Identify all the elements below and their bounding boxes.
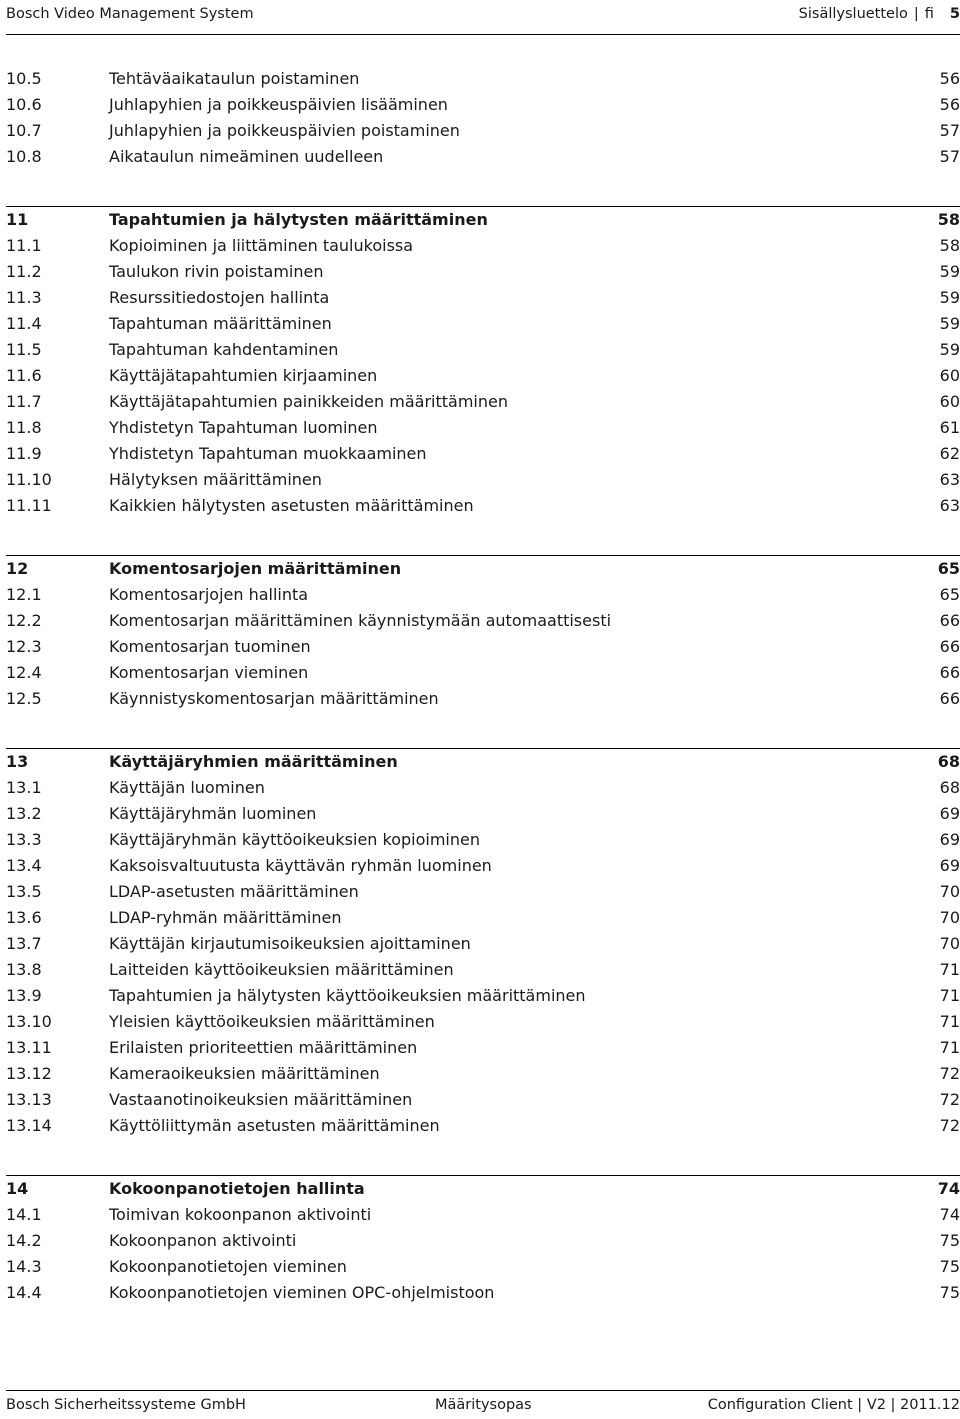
toc-entry-row[interactable]	[6, 1113, 960, 1139]
toc-entry-row[interactable]	[6, 853, 960, 879]
toc-entry-row[interactable]	[6, 1035, 960, 1061]
footer-doc-type: Määritysopas	[435, 1397, 532, 1413]
toc-number: 11	[6, 210, 29, 229]
toc-title[interactable]: Käyttäjän luominen	[109, 778, 265, 797]
toc-title[interactable]: Kaksoisvaltuutusta käyttävän ryhmän luominen	[109, 856, 492, 875]
toc-page-number: 63	[939, 496, 960, 515]
toc-number: 12.5	[6, 689, 42, 708]
toc-title[interactable]: Komentosarjan vieminen	[109, 663, 309, 682]
page-footer	[6, 1390, 960, 1419]
toc-title[interactable]: Käyttäjän kirjautumisoikeuksien ajoittaminen	[109, 934, 471, 953]
toc-title[interactable]: Yhdistetyn Tapahtuman muokkaaminen	[109, 444, 427, 463]
toc-number: 11.3	[6, 288, 42, 307]
toc-page-number: 63	[939, 470, 960, 489]
toc-number: 11.1	[6, 236, 42, 255]
toc-page-number: 70	[939, 934, 960, 953]
toc-title[interactable]: Kaikkien hälytysten asetusten määrittäminen	[109, 496, 474, 515]
toc-entry-row[interactable]	[6, 389, 960, 415]
header-page-number: 5	[949, 6, 960, 22]
toc-page-number: 60	[939, 392, 960, 411]
toc-number: 11.4	[6, 314, 42, 333]
toc-page-number: 68	[939, 778, 960, 797]
toc-title[interactable]: Komentosarjan tuominen	[109, 637, 311, 656]
toc-number: 11.5	[6, 340, 42, 359]
toc-number: 11.9	[6, 444, 42, 463]
toc-page-number: 66	[939, 663, 960, 682]
toc-entry-row[interactable]	[6, 118, 960, 144]
toc-title[interactable]: Kokoonpanon aktivointi	[109, 1231, 297, 1250]
toc-title[interactable]: LDAP-asetusten määrittäminen	[109, 882, 359, 901]
toc-number: 13.14	[6, 1116, 52, 1135]
toc-number: 11.7	[6, 392, 42, 411]
toc-number: 13.3	[6, 830, 42, 849]
toc-number: 13.12	[6, 1064, 52, 1083]
toc-chapter-row[interactable]	[6, 748, 960, 775]
toc-page-number: 72	[939, 1090, 960, 1109]
toc-title[interactable]: Komentosarjan määrittäminen käynnistymään automaattisesti	[109, 611, 612, 630]
toc-page-number: 66	[939, 611, 960, 630]
toc-number: 13.6	[6, 908, 42, 927]
toc-number: 12	[6, 559, 29, 578]
header-section-title: Sisällysluettelo	[798, 6, 908, 22]
toc-title[interactable]: Resurssitiedostojen hallinta	[109, 288, 330, 307]
toc-number: 13.13	[6, 1090, 52, 1109]
toc-number: 14.3	[6, 1257, 42, 1276]
toc-title[interactable]: Käyttäjäryhmän käyttöoikeuksien kopioiminen	[109, 830, 480, 849]
toc-entry-row[interactable]	[6, 311, 960, 337]
toc-title[interactable]: Toimivan kokoonpanon aktivointi	[109, 1205, 372, 1224]
toc-entry-row[interactable]	[6, 1061, 960, 1087]
toc-title[interactable]: Käyttäjäryhmien määrittäminen	[109, 752, 398, 771]
toc-number: 14.4	[6, 1283, 42, 1302]
toc-page-number: 72	[939, 1064, 960, 1083]
toc-entry-row[interactable]	[6, 92, 960, 118]
header-product-name: Bosch Video Management System	[6, 6, 254, 22]
toc-number: 13.11	[6, 1038, 52, 1057]
toc-page-number: 68	[937, 752, 960, 771]
toc-number: 10.5	[6, 69, 42, 88]
toc-entry-row[interactable]	[6, 634, 960, 660]
toc-page-number: 74	[937, 1179, 960, 1198]
toc-entry-row[interactable]	[6, 686, 960, 712]
footer-company: Bosch Sicherheitssysteme GmbH	[6, 1397, 246, 1413]
toc-entry-row[interactable]	[6, 660, 960, 686]
toc-title[interactable]: Erilaisten prioriteettien määrittäminen	[109, 1038, 418, 1057]
toc-number: 13.7	[6, 934, 42, 953]
toc-entry-row[interactable]	[6, 285, 960, 311]
toc-entry-row[interactable]	[6, 905, 960, 931]
toc-entry-row[interactable]	[6, 66, 960, 92]
toc-chapter-row[interactable]	[6, 206, 960, 233]
toc-title[interactable]: Komentosarjojen hallinta	[109, 585, 309, 604]
toc-title[interactable]: Tehtäväaikataulun poistaminen	[109, 69, 360, 88]
toc-page-number: 65	[937, 559, 960, 578]
toc-page-number: 59	[939, 288, 960, 307]
toc-number: 11.11	[6, 496, 52, 515]
toc-number: 10.6	[6, 95, 42, 114]
toc-entry-row[interactable]	[6, 931, 960, 957]
toc-number: 14.1	[6, 1205, 42, 1224]
toc-number: 11.8	[6, 418, 42, 437]
toc-page-number: 75	[939, 1283, 960, 1302]
toc-page-number: 66	[939, 689, 960, 708]
toc-chapter-row[interactable]	[6, 1175, 960, 1202]
toc-entry-row[interactable]	[6, 582, 960, 608]
toc-entry-row[interactable]	[6, 493, 960, 519]
toc-title[interactable]: LDAP-ryhmän määrittäminen	[109, 908, 342, 927]
toc-entry-row[interactable]	[6, 337, 960, 363]
toc-entry-row[interactable]	[6, 983, 960, 1009]
toc-page-number: 75	[939, 1231, 960, 1250]
toc-entry-row[interactable]	[6, 441, 960, 467]
toc-entry-row[interactable]	[6, 1009, 960, 1035]
toc-page-number: 59	[939, 262, 960, 281]
toc-page-number: 75	[939, 1257, 960, 1276]
toc-number: 12.1	[6, 585, 42, 604]
toc-page-number: 70	[939, 908, 960, 927]
toc-entry-row[interactable]	[6, 957, 960, 983]
toc-title[interactable]: Käynnistyskomentosarjan määrittäminen	[109, 689, 439, 708]
toc-entry-row[interactable]	[6, 1087, 960, 1113]
toc-title[interactable]: Kokoonpanotietojen vieminen	[109, 1257, 347, 1276]
toc-page-number: 71	[939, 1038, 960, 1057]
toc-title[interactable]: Yhdistetyn Tapahtuman luominen	[109, 418, 378, 437]
toc-page-number: 71	[939, 1012, 960, 1031]
toc-page-number: 56	[939, 69, 960, 88]
toc-number: 10.8	[6, 147, 42, 166]
toc-entry-row[interactable]	[6, 415, 960, 441]
toc-title[interactable]: Kokoonpanotietojen vieminen OPC-ohjelmistoon	[109, 1283, 495, 1302]
toc-page-number: 59	[939, 340, 960, 359]
toc-number: 13	[6, 752, 29, 771]
toc-number: 13.1	[6, 778, 42, 797]
toc-entry-row[interactable]	[6, 1254, 960, 1280]
header-separator: |	[913, 6, 919, 22]
toc-page-number: 74	[939, 1205, 960, 1224]
toc-title[interactable]: Kopioiminen ja liittäminen taulukoissa	[109, 236, 414, 255]
toc-number: 13.9	[6, 986, 42, 1005]
toc-entry-row[interactable]	[6, 363, 960, 389]
header-language: fi	[924, 6, 934, 22]
toc-number: 12.3	[6, 637, 42, 656]
toc-page-number: 70	[939, 882, 960, 901]
toc-title[interactable]: Tapahtuman määrittäminen	[109, 314, 332, 333]
toc-page-number: 69	[939, 804, 960, 823]
toc-page-number: 56	[939, 95, 960, 114]
toc-page-number: 66	[939, 637, 960, 656]
toc-title[interactable]: Hälytyksen määrittäminen	[109, 470, 322, 489]
toc-number: 11.2	[6, 262, 42, 281]
toc-title[interactable]: Juhlapyhien ja poikkeuspäivien poistaminen	[109, 121, 460, 140]
toc-page-number: 57	[939, 121, 960, 140]
toc-page-number: 65	[939, 585, 960, 604]
toc-page-number: 69	[939, 856, 960, 875]
header-section-info	[799, 6, 960, 22]
toc-title[interactable]: Aikataulun nimeäminen uudelleen	[109, 147, 384, 166]
toc-number: 12.4	[6, 663, 42, 682]
toc-entry-row[interactable]	[6, 144, 960, 170]
toc-number: 12.2	[6, 611, 42, 630]
toc-number: 11.10	[6, 470, 52, 489]
toc-number: 10.7	[6, 121, 42, 140]
toc-entry-row[interactable]	[6, 1280, 960, 1306]
toc-title[interactable]: Kameraoikeuksien määrittäminen	[109, 1064, 380, 1083]
toc-entry-row[interactable]	[6, 608, 960, 634]
toc-title[interactable]: Käyttöliittymän asetusten määrittäminen	[109, 1116, 440, 1135]
toc-title[interactable]: Kokoonpanotietojen hallinta	[109, 1179, 365, 1198]
toc-page-number: 60	[939, 366, 960, 385]
toc-title[interactable]: Laitteiden käyttöoikeuksien määrittäminen	[109, 960, 454, 979]
toc-title[interactable]: Yleisien käyttöoikeuksien määrittäminen	[109, 1012, 435, 1031]
toc-page-number: 57	[939, 147, 960, 166]
toc-title[interactable]: Vastaanotinoikeuksien määrittäminen	[109, 1090, 413, 1109]
toc-title[interactable]: Käyttäjäryhmän luominen	[109, 804, 317, 823]
toc-entry-row[interactable]	[6, 879, 960, 905]
toc-entry-row[interactable]	[6, 1202, 960, 1228]
toc-entry-row[interactable]	[6, 827, 960, 853]
toc-page-number: 71	[939, 986, 960, 1005]
toc-title[interactable]: Komentosarjojen määrittäminen	[109, 559, 402, 578]
toc-entry-row[interactable]	[6, 775, 960, 801]
toc-page-number: 62	[939, 444, 960, 463]
toc-title[interactable]: Tapahtumien ja hälytysten määrittäminen	[109, 210, 488, 229]
toc-title[interactable]: Taulukon rivin poistaminen	[109, 262, 324, 281]
toc-number: 13.5	[6, 882, 42, 901]
toc-page-number: 58	[937, 210, 960, 229]
toc-number: 13.10	[6, 1012, 52, 1031]
table-of-contents	[6, 66, 960, 1306]
toc-page-number: 69	[939, 830, 960, 849]
toc-number: 13.4	[6, 856, 42, 875]
toc-page-number: 61	[939, 418, 960, 437]
toc-title[interactable]: Tapahtumien ja hälytysten käyttöoikeuksien määrittäminen	[109, 986, 586, 1005]
toc-title[interactable]: Tapahtuman kahdentaminen	[109, 340, 339, 359]
toc-entry-row[interactable]	[6, 233, 960, 259]
toc-page-number: 72	[939, 1116, 960, 1135]
footer-version-info: Configuration Client | V2 | 2011.12	[707, 1397, 960, 1413]
toc-page-number: 58	[939, 236, 960, 255]
toc-entry-row[interactable]	[6, 1228, 960, 1254]
toc-page-number: 59	[939, 314, 960, 333]
toc-title[interactable]: Käyttäjätapahtumien kirjaaminen	[109, 366, 378, 385]
toc-number: 13.8	[6, 960, 42, 979]
toc-page-number: 71	[939, 960, 960, 979]
toc-entry-row[interactable]	[6, 801, 960, 827]
toc-title[interactable]: Juhlapyhien ja poikkeuspäivien lisääminen	[109, 95, 448, 114]
toc-entry-row[interactable]	[6, 467, 960, 493]
toc-number: 14	[6, 1179, 29, 1198]
toc-entry-row[interactable]	[6, 259, 960, 285]
page-header	[6, 0, 960, 35]
toc-number: 14.2	[6, 1231, 42, 1250]
toc-chapter-row[interactable]	[6, 555, 960, 582]
toc-number: 11.6	[6, 366, 42, 385]
toc-number: 13.2	[6, 804, 42, 823]
toc-title[interactable]: Käyttäjätapahtumien painikkeiden määrittäminen	[109, 392, 508, 411]
